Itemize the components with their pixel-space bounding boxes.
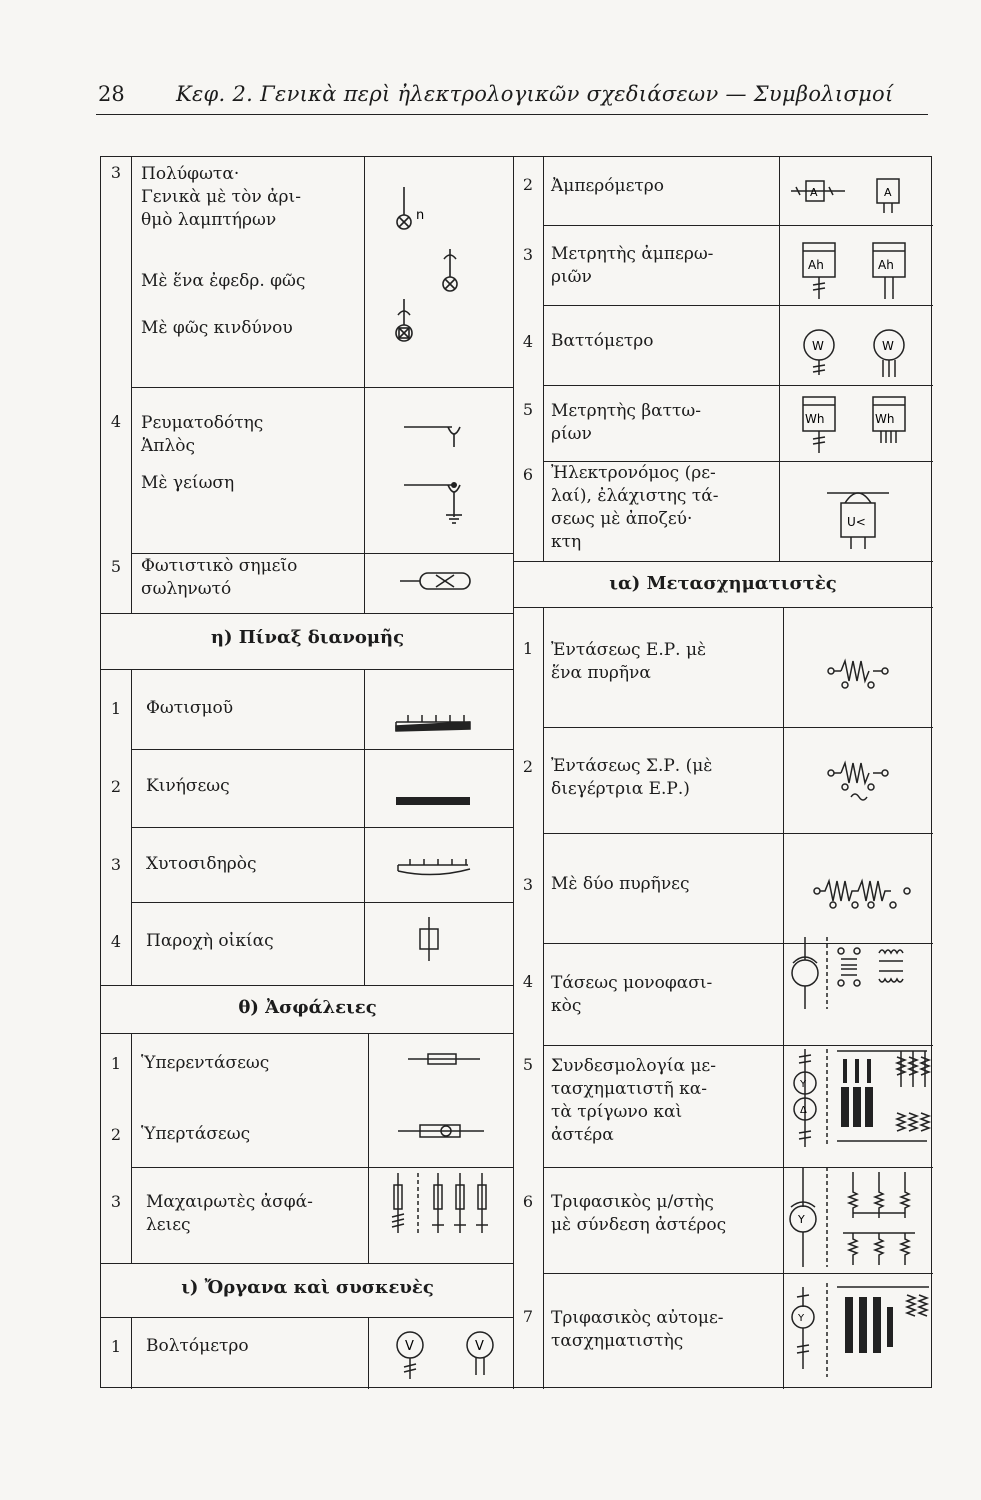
- row-label: Μὲ δύο πυρῆνες: [551, 874, 690, 894]
- tube-light-symbol: [364, 553, 514, 613]
- delta-label: Δ: [800, 1105, 807, 1116]
- row-label: Ὑπερεντάσεως: [141, 1053, 270, 1073]
- distribution-board-symbols: [364, 669, 514, 985]
- section-title: ια) Μετασχηματιστὲς: [609, 573, 837, 594]
- symbol-table: [100, 156, 932, 1388]
- page-title: Κεφ. 2. Γενικὰ περὶ ἠλεκτρολογικῶν σχεδιάσεων — Συμβολισμοί: [176, 82, 894, 106]
- star-label: Y: [798, 1313, 805, 1324]
- row-number: 1: [110, 1054, 122, 1073]
- row-number: 7: [522, 1307, 534, 1326]
- row-number: 2: [110, 1125, 122, 1144]
- row-number: 2: [522, 175, 534, 194]
- row-label: Βολτόμετρο: [146, 1336, 249, 1356]
- row-label: Μὲ φῶς κινδύνου: [141, 318, 293, 338]
- instrument-symbols: [779, 157, 933, 561]
- row-label: Ἠλεκτρονόμος (ρε- λαί), ἐλάχιστης τά- σεως μὲ ἀποζεύ· κτη: [551, 463, 719, 552]
- row-number: 3: [110, 163, 122, 182]
- row-number: 5: [522, 1055, 534, 1074]
- socket-symbols: [364, 387, 514, 553]
- row-number: 1: [110, 1337, 122, 1356]
- wh-meter-label: Wh: [875, 412, 895, 426]
- row-number: 2: [522, 757, 534, 776]
- voltmeter-label: V: [475, 1339, 484, 1354]
- ah-meter-label: Ah: [878, 258, 894, 272]
- wattmeter-label: W: [812, 339, 824, 353]
- row-label: Συνδεσμολογία με- τασχηματιστῆ κα- τὰ τρίγωνο καὶ ἀστέρα: [551, 1056, 716, 1145]
- row-label: Μὲ ἕνα ἐφεδρ. φῶς: [141, 271, 306, 291]
- row-label: Ρευματοδότης Ἁπλὸς: [141, 413, 264, 456]
- section-title: η) Πίναξ διανομῆς: [210, 627, 405, 648]
- star-label: Y: [798, 1213, 805, 1226]
- row-label: Μὲ γείωση: [141, 473, 235, 493]
- row-label: Παροχὴ οἰκίας: [146, 931, 274, 951]
- row-label: Βαττόμετρο: [551, 331, 654, 351]
- fuse-symbols: [368, 1033, 514, 1263]
- ammeter-label: A: [810, 186, 818, 199]
- row-number: 1: [110, 699, 122, 718]
- lamp-count-label: n: [416, 208, 425, 223]
- row-label: Φωτισμοῦ: [146, 698, 234, 718]
- section-title: θ) Ἀσφάλειες: [238, 997, 377, 1018]
- ammeter-label: A: [884, 186, 892, 199]
- row-label: Τριφασικὸς αὐτομε- τασχηματιστὴς: [551, 1308, 724, 1351]
- row-number: 3: [522, 245, 534, 264]
- row-number: 4: [522, 332, 534, 351]
- section-title: ι) Ὄργανα καὶ συσκευὲς: [181, 1277, 434, 1298]
- row-number: 1: [522, 639, 534, 658]
- ah-meter-label: Ah: [808, 258, 824, 272]
- wattmeter-label: W: [882, 339, 894, 353]
- row-number: 6: [522, 1192, 534, 1211]
- row-number: 4: [522, 972, 534, 991]
- row-label: Τάσεως μονοφασι- κὸς: [551, 973, 713, 1016]
- row-label: Φωτιστικὸ σημεῖο σωληνωτό: [141, 556, 298, 599]
- row-number: 6: [522, 465, 534, 484]
- page-number: 28: [98, 82, 125, 106]
- row-label: Μαχαιρωτὲς ἀσφά- λειες: [146, 1192, 313, 1235]
- multi-lamp-symbols: [364, 157, 514, 387]
- row-number: 4: [110, 412, 122, 431]
- row-label: Ἐντάσεως Ε.Ρ. μὲ ἕνα πυρῆνα: [551, 640, 707, 683]
- relay-label: U<: [847, 515, 866, 529]
- row-label: Κινήσεως: [146, 776, 230, 796]
- row-label: Μετρητὴς βαττω- ρίων: [551, 401, 702, 444]
- voltmeter-label: V: [405, 1339, 414, 1354]
- row-label: Τριφασικὸς μ/στὴς μὲ σύνδεση ἀστέρος: [551, 1192, 727, 1235]
- row-label: Ὑπερτάσεως: [141, 1124, 251, 1144]
- row-number: 5: [522, 400, 534, 419]
- wh-meter-label: Wh: [805, 412, 825, 426]
- star-label: Y: [800, 1079, 807, 1090]
- row-number: 3: [110, 1192, 122, 1211]
- row-label: Μετρητὴς ἀμπερω- ριῶν: [551, 244, 714, 287]
- row-number: 5: [110, 557, 122, 576]
- row-label: Ἐντάσεως Σ.Ρ. (μὲ διεγέρτρια Ε.Ρ.): [551, 756, 713, 799]
- page-header: [96, 78, 928, 115]
- row-number: 4: [110, 932, 122, 951]
- voltmeter-symbols: [368, 1317, 514, 1389]
- row-number: 3: [110, 855, 122, 874]
- row-number: 2: [110, 777, 122, 796]
- transformer-symbols: [783, 607, 933, 1389]
- row-label: Πολύφωτα· Γενικὰ μὲ τὸν ἀρι- θμὸ λαμπτήρων: [141, 164, 301, 230]
- row-number: 3: [522, 875, 534, 894]
- row-label: Χυτοσιδηρὸς: [146, 854, 257, 874]
- row-label: Ἀμπερόμετρο: [551, 176, 665, 196]
